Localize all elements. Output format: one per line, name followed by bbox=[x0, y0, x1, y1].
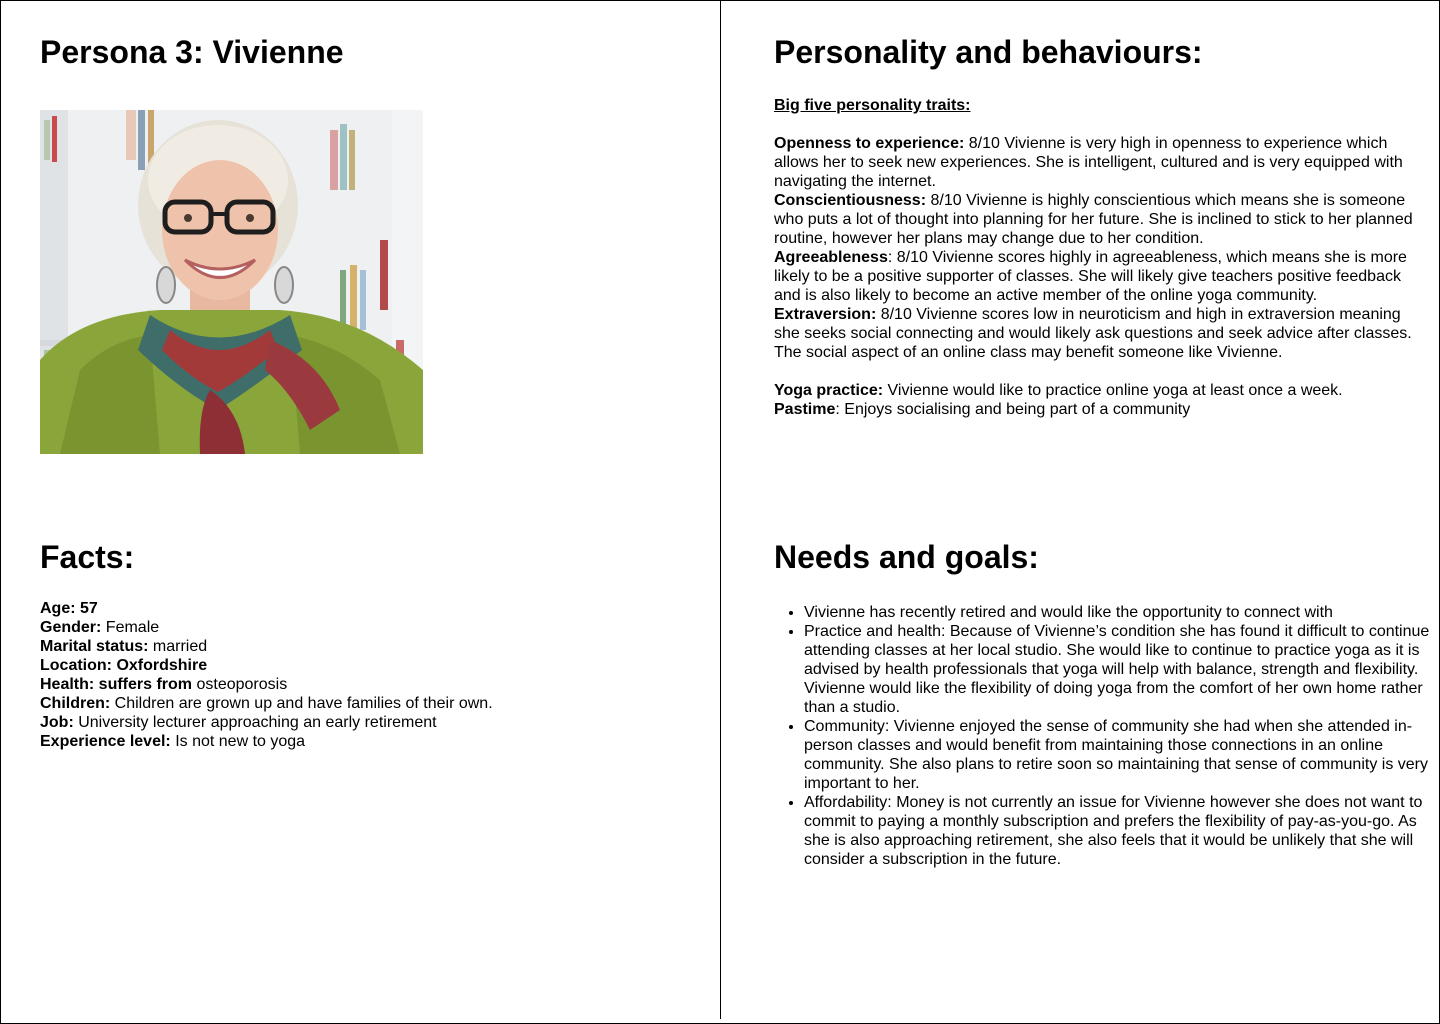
fact-marital-status bbox=[40, 637, 680, 656]
persona-photo bbox=[40, 110, 423, 454]
persona-title: Persona 3: Vivienne bbox=[40, 34, 344, 70]
need-item: • Vivienne has recently retired and would like the opportunity to connect with bbox=[804, 603, 1440, 622]
fact-label: Experience level: bbox=[40, 733, 171, 750]
needs-list bbox=[774, 603, 1440, 869]
trait-openness bbox=[774, 134, 1414, 191]
yoga-practice bbox=[774, 381, 1414, 400]
fact-label: Health: suffers from bbox=[40, 676, 193, 693]
fact-label: Marital status: bbox=[40, 638, 149, 655]
yoga-text: Vivienne would like to practice online yoga at least once a week. bbox=[883, 382, 1343, 399]
traits-subheading: Big five personality traits: bbox=[774, 97, 971, 114]
spacer bbox=[774, 362, 1414, 381]
trait-text: 8/10 Vivienne is very high in openness to experience which allows her to seek new experiences. She is intelligent, cultured and is very equipped with navigating the internet. bbox=[774, 135, 1403, 190]
fact-location bbox=[40, 656, 680, 675]
fact-value: Is not new to yoga bbox=[170, 733, 306, 750]
fact-job bbox=[40, 713, 680, 732]
fact-age bbox=[40, 599, 680, 618]
needs-heading: Needs and goals: bbox=[774, 539, 1039, 575]
facts-list bbox=[40, 599, 680, 751]
need-item: • Community: Vivienne enjoyed the sense of community she had when she attended in-person classes and would benefit from maintaining those connections in an online community. She also plans to retire soon so maintaining that sense of community is very important to her. bbox=[804, 717, 1440, 793]
fact-gender bbox=[40, 618, 680, 637]
pastime bbox=[774, 400, 1414, 419]
fact-value: Female bbox=[101, 619, 160, 636]
facts-heading: Facts: bbox=[40, 539, 135, 575]
pastime-text: : Enjoys socialising and being part of a community bbox=[835, 401, 1191, 418]
need-item: • Practice and health: Because of Vivienne’s condition she has found it difficult to continue attending classes at her local studio. She would like to continue to practice yoga as it is advised by health professionals that yoga will help with balance, strength and flexibility. Vivienne would like the flexibility of doing yoga from the comfort of her own home rather than a studio. bbox=[804, 622, 1440, 717]
fact-value: osteoporosis bbox=[192, 676, 288, 693]
fact-experience bbox=[40, 732, 680, 751]
fact-label: Children: bbox=[40, 695, 111, 712]
column-divider bbox=[720, 1, 721, 1019]
fact-label: Job: bbox=[40, 714, 74, 731]
fact-value: Children are grown up and have families of their own. bbox=[110, 695, 493, 712]
fact-label: Age: 57 bbox=[40, 600, 98, 617]
trait-text: 8/10 Vivienne is highly conscientious which means she is someone who puts a lot of thought into planning for her future. She is inclined to stick to her planned routine, however her plans may change due to her condition. bbox=[774, 192, 1413, 247]
fact-children bbox=[40, 694, 680, 713]
trait-text: : 8/10 Vivienne scores highly in agreeableness, which means she is more likely to be a positive supporter of classes. She will likely give teachers positive feedback and is also likely to become an active member of the online yoga community. bbox=[774, 249, 1407, 304]
fact-label: Location: Oxfordshire bbox=[40, 657, 208, 674]
need-item: • Affordability: Money is not currently an issue for Vivienne however she does not want to commit to paying a monthly subscription and prefers the flexibility of pay-as-you-go. As she is also approaching retirement, she also feels that it would be unlikely that she will consider a subscription in the future. bbox=[804, 793, 1440, 869]
trait-agreeableness bbox=[774, 248, 1414, 305]
fact-health bbox=[40, 675, 680, 694]
traits-section bbox=[774, 96, 1414, 419]
trait-label: Openness to experience: bbox=[774, 135, 965, 152]
portrait-illustration bbox=[40, 110, 423, 454]
fact-value: University lecturer approaching an early retirement bbox=[73, 714, 437, 731]
trait-conscientiousness bbox=[774, 191, 1414, 248]
yoga-label: Yoga practice: bbox=[774, 382, 884, 399]
trait-label: Conscientiousness: bbox=[774, 192, 927, 209]
trait-label: Agreeableness bbox=[774, 249, 888, 266]
trait-text: 8/10 Vivienne scores low in neuroticism and high in extraversion meaning she seeks social connecting and would likely ask questions and seek advice after classes. The social aspect of an online class may benefit someone like Vivienne. bbox=[774, 306, 1412, 361]
trait-extraversion bbox=[774, 305, 1414, 362]
trait-label: Extraversion: bbox=[774, 306, 877, 323]
personality-heading: Personality and behaviours: bbox=[774, 34, 1203, 70]
pastime-label: Pastime bbox=[774, 401, 836, 418]
fact-label: Gender: bbox=[40, 619, 102, 636]
fact-value: married bbox=[148, 638, 208, 655]
